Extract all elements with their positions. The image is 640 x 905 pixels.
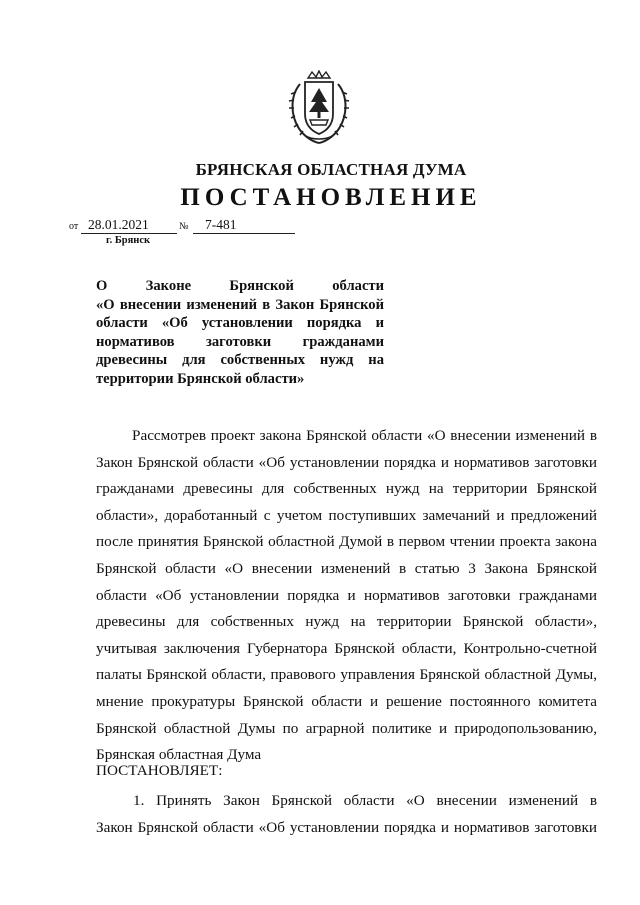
subject-line: территории Брянской области» [96,370,305,387]
document-type-title: ПОСТАНОВЛЕНИЕ [180,184,482,211]
document-city: г. Брянск [106,235,151,246]
document-subject [96,277,384,388]
resolution-item-1 [96,788,597,841]
body-line: Рассмотрев проект закона Брянской области «О внесении изменений в [132,427,597,444]
body-line: области», доработанный с учетом поступивших замечаний и предложений [96,506,597,524]
subject-line: древесины для собственных нужд на [96,352,384,368]
subject-line: области «Об установлении порядка и [96,315,384,331]
document-date: 28.01.2021 [88,217,149,232]
body-line: Брянской областной Думы по аграрной политике и природопользованию, [96,719,597,737]
body-line: Брянской области «О внесении изменений в статью 3 Закона Брянской [96,559,597,577]
coat-of-arms-icon [286,70,352,146]
date-prefix-label: от [69,221,79,232]
document-number: 7-481 [205,217,237,232]
body-line: древесины для собственных нужд на территории Брянской области», [96,613,597,631]
body-line: мнение прокуратуры Брянской области и решение постоянного комитета [96,692,597,710]
item-line: 1. Принять Закон Брянской области «О внесении изменений в [133,792,597,809]
subject-line: нормативов заготовки гражданами [96,333,384,350]
body-line: после принятия Брянской областной Думой в первом чтении проекта закона [96,533,597,551]
date-underline [81,233,177,234]
number-underline [193,233,295,234]
subject-line: О Законе Брянской области [96,278,384,294]
body-line: гражданами древесины для собственных нужд на территории Брянской [96,480,597,498]
body-line: Закон Брянской области «Об установлении порядка и нормативов заготовки [96,453,597,471]
organization-name: БРЯНСКАЯ ОБЛАСТНАЯ ДУМА [195,160,467,179]
decree-word: ПОСТАНОВЛЯЕТ: [96,762,223,779]
body-line: учитывая заключения Губернатора Брянской области, Контрольно-счетной [96,639,597,657]
preamble-paragraph [96,423,597,769]
subject-line: «О внесении изменений в Закон Брянской [96,296,384,313]
body-line: Брянская областная Дума [96,746,262,764]
body-line: палаты Брянской области, правового управления Брянской областной Думы, [96,666,597,684]
number-prefix-label: № [179,221,189,232]
item-line: Закон Брянской области «Об установлении порядка и нормативов заготовки [96,818,597,836]
body-line: области «Об установлении порядка и нормативов заготовки гражданами [96,586,597,604]
